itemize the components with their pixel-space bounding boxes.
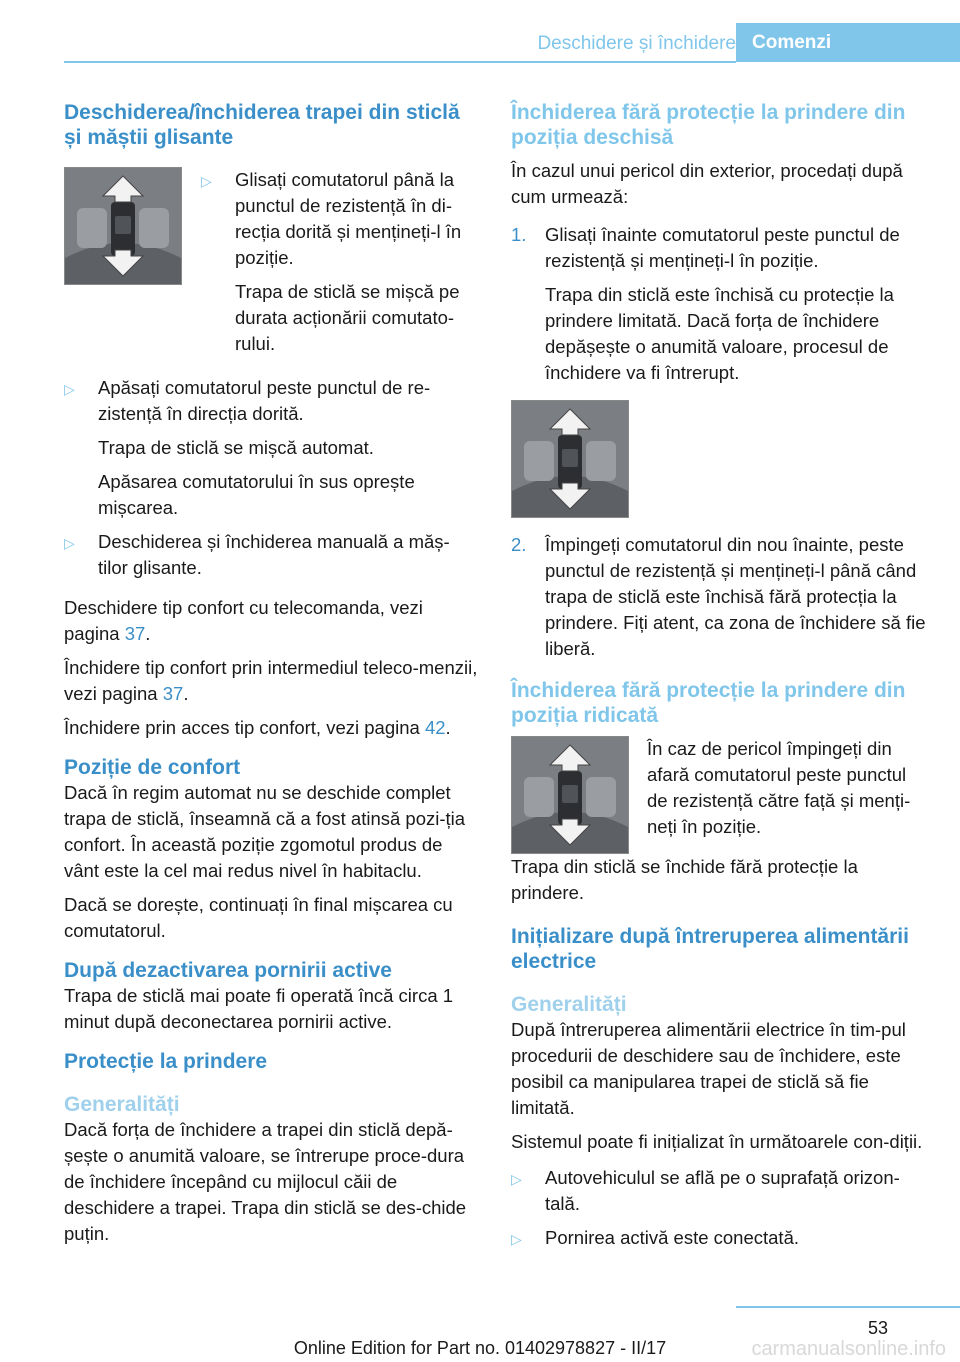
list-item (64, 529, 479, 581)
text: . (145, 623, 151, 644)
conditions-list (511, 1165, 926, 1251)
heading-close-from-raised: Închiderea fără protecție la prindere din poziția ridicată (511, 679, 906, 727)
heading-after-deactivation: După dezactivarea pornirii active (64, 959, 392, 982)
heading-close-from-open: Închiderea fără protecție la prindere din poziția deschisă (511, 101, 906, 149)
bullet-subtext: Trapa de sticlă se mișcă automat. (98, 437, 374, 458)
page-link[interactable]: 42 (424, 717, 446, 738)
text: Închidere prin acces tip confort, vezi pagina (64, 717, 425, 738)
step-subtext: Trapa din sticlă este închisă cu protecție la prindere limitată. Dacă forța de închidere depășește o anumită valoare, procesul de închidere va fi întrerupt. (545, 284, 894, 383)
heading-comfort-position: Poziție de confort (64, 756, 241, 779)
paragraph: În cazul unui pericol din exterior, procedați după cum urmează: (511, 160, 903, 207)
paragraph: În caz de pericol împingeți din afară comutatorul peste punctul de rezistență către față și menți-neți în poziție. (647, 738, 911, 837)
paragraph-comfort-access (64, 715, 479, 741)
list-item (511, 1165, 926, 1217)
bullet-subtext: Trapa de sticlă se mișcă pe durata acționării comutato-rului. (235, 281, 460, 354)
step-text: Glisați înainte comutatorul peste punctul de rezistență și mențineți-l în poziție. (545, 224, 900, 271)
triangle-right-icon: ▷ (64, 535, 75, 551)
step-text: Împingeți comutatorul din nou înainte, peste punctul de rezistență și mențineți-l până când trapa de sticlă este închisă fără protecția la prindere. Fiți atent, ca zona de închidere să fie liberă. (545, 534, 926, 659)
text: Închidere tip confort prin intermediul teleco-menzii, vezi pagina (64, 657, 478, 704)
sunroof-switch-illustration (511, 736, 629, 854)
step-number: 1. (511, 224, 527, 245)
edition-text: Online Edition for Part no. 01402978827 - II/17 (293, 1338, 667, 1358)
header-chapter-tab (736, 23, 960, 62)
triangle-right-icon: ▷ (64, 381, 75, 397)
triangle-right-icon: ▷ (511, 1231, 522, 1247)
bullet-text: Deschiderea și închiderea manuală a măș-tilor glisante. (98, 531, 450, 578)
triangle-right-icon: ▷ (201, 173, 212, 189)
list-item (511, 532, 926, 662)
text: . (183, 683, 189, 704)
page-header (0, 0, 960, 62)
paragraph: Dacă forța de închidere a trapei din sticlă depă-șește o anumită valoare, se întrerupe proce-dura de închidere începând cu mijlocul căii de deschidere a trapei. Trapa din sticlă se des-chide puțin. (64, 1119, 467, 1244)
step-number: 2. (511, 534, 527, 555)
heading-pinch-protection: Protecție la prindere (64, 1050, 268, 1073)
heading-initialization: Inițializare după întreruperea alimentării electrice (511, 925, 909, 973)
paragraph: Trapa de sticlă mai poate fi operată încă circa 1 minut după deconectarea pornirii active. (64, 985, 454, 1032)
list-item (511, 1225, 926, 1251)
bullet-text: Pornirea activă este conectată. (545, 1227, 800, 1248)
bullet-subtext: Apăsarea comutatorului în sus oprește mișcarea. (98, 471, 415, 518)
right-column (511, 100, 926, 1259)
heading-open-close-roof: Deschiderea/închiderea trapei din sticlă și măștii glisante (64, 101, 460, 149)
sunroof-switch-illustration (511, 400, 629, 518)
list-item (64, 375, 479, 521)
paragraph: Dacă în regim automat nu se deschide complet trapa de sticlă, înseamnă că a fost atinsă pozi-ția confort. În această poziție zgomotul produs de vânt este la cel mai redus nivel în habitaclu. (64, 782, 466, 881)
bullet-text: Autovehiculul se află pe o suprafață orizon-tală. (545, 1167, 900, 1214)
paragraph-remote-close (64, 655, 479, 707)
triangle-right-icon: ▷ (511, 1171, 522, 1187)
left-column (64, 100, 479, 1255)
header-rule (64, 61, 736, 63)
subheading-general: Generalități (64, 1093, 180, 1116)
page-link[interactable]: 37 (162, 683, 184, 704)
steps-list (511, 222, 926, 386)
raised-block (511, 736, 926, 854)
page-link[interactable]: 37 (124, 623, 146, 644)
paragraph: Dacă se dorește, continuați în final mișcarea cu comutatorul. (64, 894, 453, 941)
text: Deschidere tip confort cu telecomanda, vezi pagina (64, 597, 423, 644)
switch-graphic (512, 737, 628, 853)
header-section-title: Deschidere și închidere (537, 33, 736, 54)
switch-block-1 (64, 167, 479, 365)
watermark: carmanualsonline.info (751, 1338, 946, 1360)
switch-bullets-b (64, 375, 479, 581)
paragraph-remote-open (64, 595, 479, 647)
switch-bullets-a (201, 167, 479, 365)
sunroof-switch-illustration (64, 167, 182, 285)
switch-graphic (512, 401, 628, 517)
paragraph: Sistemul poate fi inițializat în următoarele con-diții. (511, 1131, 923, 1152)
switch-graphic (65, 168, 181, 284)
footer-rule (736, 1306, 960, 1308)
subheading-general: Generalități (511, 993, 627, 1016)
text: . (445, 717, 451, 738)
steps-list-2 (511, 532, 926, 662)
paragraph: După întreruperea alimentării electrice în tim-pul procedurii de deschidere sau de închidere, este posibil ca manipularea trapei de sticlă să fie limitată. (511, 1019, 906, 1118)
list-item (201, 167, 479, 357)
paragraph: Trapa din sticlă se închide fără protecție la prindere. (511, 856, 858, 903)
list-item (511, 222, 926, 386)
page-number: 53 (867, 1318, 888, 1338)
bullet-text: Glisați comutatorul până la punctul de rezistență în di-recția dorită și mențineți-l în poziție. (235, 169, 462, 268)
bullet-text: Apăsați comutatorul peste punctul de re-zistență în direcția dorită. (98, 377, 431, 424)
header-chapter-label: Comenzi (752, 32, 832, 53)
